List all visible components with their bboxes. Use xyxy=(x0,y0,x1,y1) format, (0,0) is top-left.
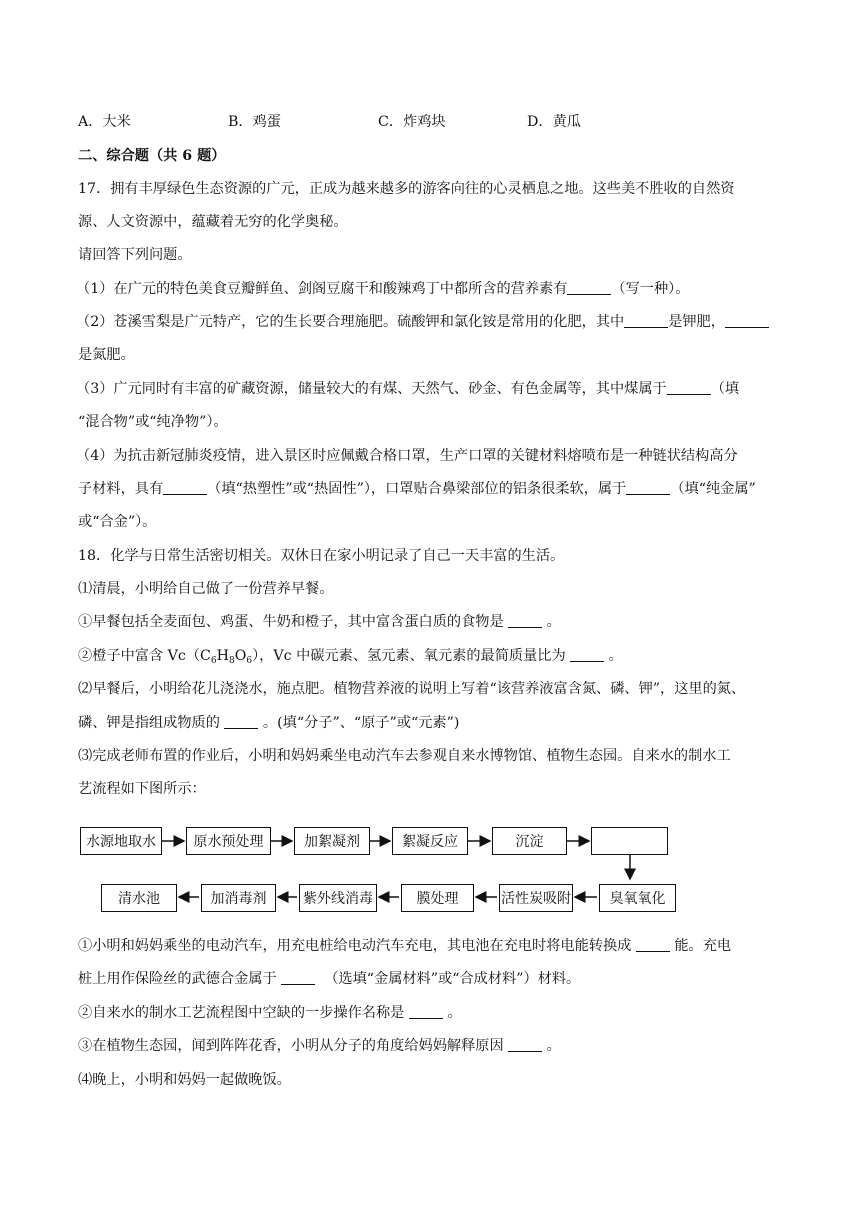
q18-item-end: 。(填“分子”、“原子”或“元素”) xyxy=(262,715,460,731)
answer-blank[interactable] xyxy=(508,1037,542,1052)
q18-answer-1 xyxy=(78,936,731,956)
q18-sub-1: ⑴清晨，小明给自己做了一份营养早餐。 xyxy=(78,581,334,597)
q18-item-end: 。 xyxy=(447,1005,462,1021)
q17-part-2-end: 是氮肥。 xyxy=(78,347,135,363)
flow-step-membrane: 膜处理 xyxy=(401,884,474,912)
q18-item-text: 桩上用作保险丝的武德合金属于 xyxy=(78,971,277,987)
flow-step-sedimentation: 沉淀 xyxy=(492,827,567,855)
q18-sub-3-line-2: 艺流程如下图所示： xyxy=(78,781,206,797)
option-d: D．黄瓜 xyxy=(527,114,581,130)
formula-subscript: 6 xyxy=(246,656,253,666)
q18-item-text: ①小明和妈妈乘坐的电动汽车，用充电桩给电动汽车充电，其电池在充电时将电能转换成 xyxy=(78,938,632,954)
formula-element: O xyxy=(234,648,247,664)
q17-prompt: 请回答下列问题。 xyxy=(78,247,192,263)
q18-item-end: 能。充电 xyxy=(674,938,732,954)
formula-subscript: 6 xyxy=(210,656,217,666)
q17-part-1-suffix: （写一种）。 xyxy=(611,281,690,297)
flow-step-add-disinfectant: 加消毒剂 xyxy=(201,884,276,912)
q17-part-2-mid: 是钾肥， xyxy=(668,314,725,330)
answer-blank[interactable] xyxy=(281,970,315,985)
flow-step-water-source: 水源地取水 xyxy=(80,827,162,855)
q18-item-text: ②橙子中富含 Vc（C xyxy=(78,648,211,664)
q17-part-4-text: 子材料，具有 xyxy=(78,481,164,497)
q17-part-4: （4）为抗击新冠肺炎疫情，进入景区时应佩戴合格口罩，生产口罩的关键材料熔喷布是一种链状结构高分 xyxy=(76,448,738,464)
q17-part-3-text: （3）广元同时有丰富的矿藏资源，储量较大的有煤、天然气、砂金、有色金属等，其中煤属于 xyxy=(76,381,667,397)
q18-answer-2 xyxy=(78,1003,462,1023)
formula-element: H xyxy=(216,648,229,664)
flow-step-pretreatment: 原水预处理 xyxy=(186,827,271,855)
q18-item-text: 磷、钾是指组成物质的 xyxy=(78,715,220,731)
q18-item-text-2: ），Vc 中碳元素、氢元素、氧元素的最简质量比为 xyxy=(252,648,566,664)
q17-part-3-suffix: （填 xyxy=(710,381,740,397)
q18-item-end: 。 xyxy=(546,614,561,630)
option-b: B．鸡蛋 xyxy=(228,114,281,130)
formula-subscript: 8 xyxy=(228,656,235,666)
q18-item-end: （选填“金属材料”或“合成材料”）材料。 xyxy=(324,971,581,987)
q18-item-text: ①早餐包括全麦面包、鸡蛋、牛奶和橙子，其中富含蛋白质的食物是 xyxy=(78,614,504,630)
q18-sub-3: ⑶完成老师布置的作业后，小明和妈妈乘坐电动汽车去参观自来水博物馆、植物生态园。自来水的制水工 xyxy=(78,748,731,764)
q17-part-4-mid: （填“热塑性”或“热固性”），口罩贴合鼻梁部位的铝条很柔软，属于 xyxy=(207,481,627,497)
q17-part-4-end: 或“合金”）。 xyxy=(78,514,157,530)
option-a: A．大米 xyxy=(78,114,131,130)
answer-blank[interactable] xyxy=(409,1004,443,1019)
answer-blank[interactable] xyxy=(636,937,670,952)
q18-stem: 18．化学与日常生活密切相关。双休日在家小明记录了自己一天丰富的生活。 xyxy=(78,548,565,564)
q18-answer-1-line-2 xyxy=(78,969,580,989)
q18-sub-4: ⑷晚上，小明和妈妈一起做晚饭。 xyxy=(78,1072,291,1088)
q18-item-end: 。 xyxy=(546,1038,561,1054)
q18-item-text: ③在植物生态园，闻到阵阵花香，小明从分子的角度给妈妈解释原因 xyxy=(78,1038,504,1054)
flow-step-add-flocculant: 加絮凝剂 xyxy=(294,827,370,855)
flow-step-ozone-oxidation: 臭氧氧化 xyxy=(599,884,676,912)
flow-step-flocculation: 絮凝反应 xyxy=(392,827,468,855)
q17-part-3-end: “混合物”或“纯净物”）。 xyxy=(78,414,228,430)
flow-step-uv-disinfection: 紫外线消毒 xyxy=(299,884,377,912)
flow-step-clear-water-tank: 清水池 xyxy=(101,884,177,912)
q17-part-4-suffix: （填“纯金属” xyxy=(670,481,756,497)
q17-part-2-text: （2）苍溪雪梨是广元特产，它的生长要合理施肥。硫酸钾和氯化铵是常用的化肥，其中 xyxy=(76,314,625,330)
q18-answer-3 xyxy=(78,1036,561,1056)
q17-part-1-text: （1）在广元的特色美食豆瓣鲜鱼、剑阁豆腐干和酸辣鸡丁中都所含的营养素有 xyxy=(76,281,568,297)
q17-stem-line-2: 源、人文资源中，蕴藏着无穷的化学奥秘。 xyxy=(78,214,348,230)
q18-sub-2: ⑵早餐后，小明给花儿浇浇水，施点肥。植物营养液的说明上写着“该营养液富含氮、磷、钾”，这里的氮、 xyxy=(78,681,746,697)
flow-step-activated-carbon: 活性炭吸附 xyxy=(499,884,573,912)
flow-step-missing-blank[interactable] xyxy=(591,827,668,855)
q17-stem-line-1: 17．拥有丰厚绿色生态资源的广元，正成为越来越多的游客向往的心灵栖息之地。这些美不胜收的自然资 xyxy=(78,181,735,197)
q18-item-text: ②自来水的制水工艺流程图中空缺的一步操作名称是 xyxy=(78,1005,405,1021)
q18-item-end: 。 xyxy=(608,648,623,664)
section-heading: 二、综合题（共 6 题） xyxy=(78,148,226,164)
option-c: C．炸鸡块 xyxy=(378,114,446,130)
